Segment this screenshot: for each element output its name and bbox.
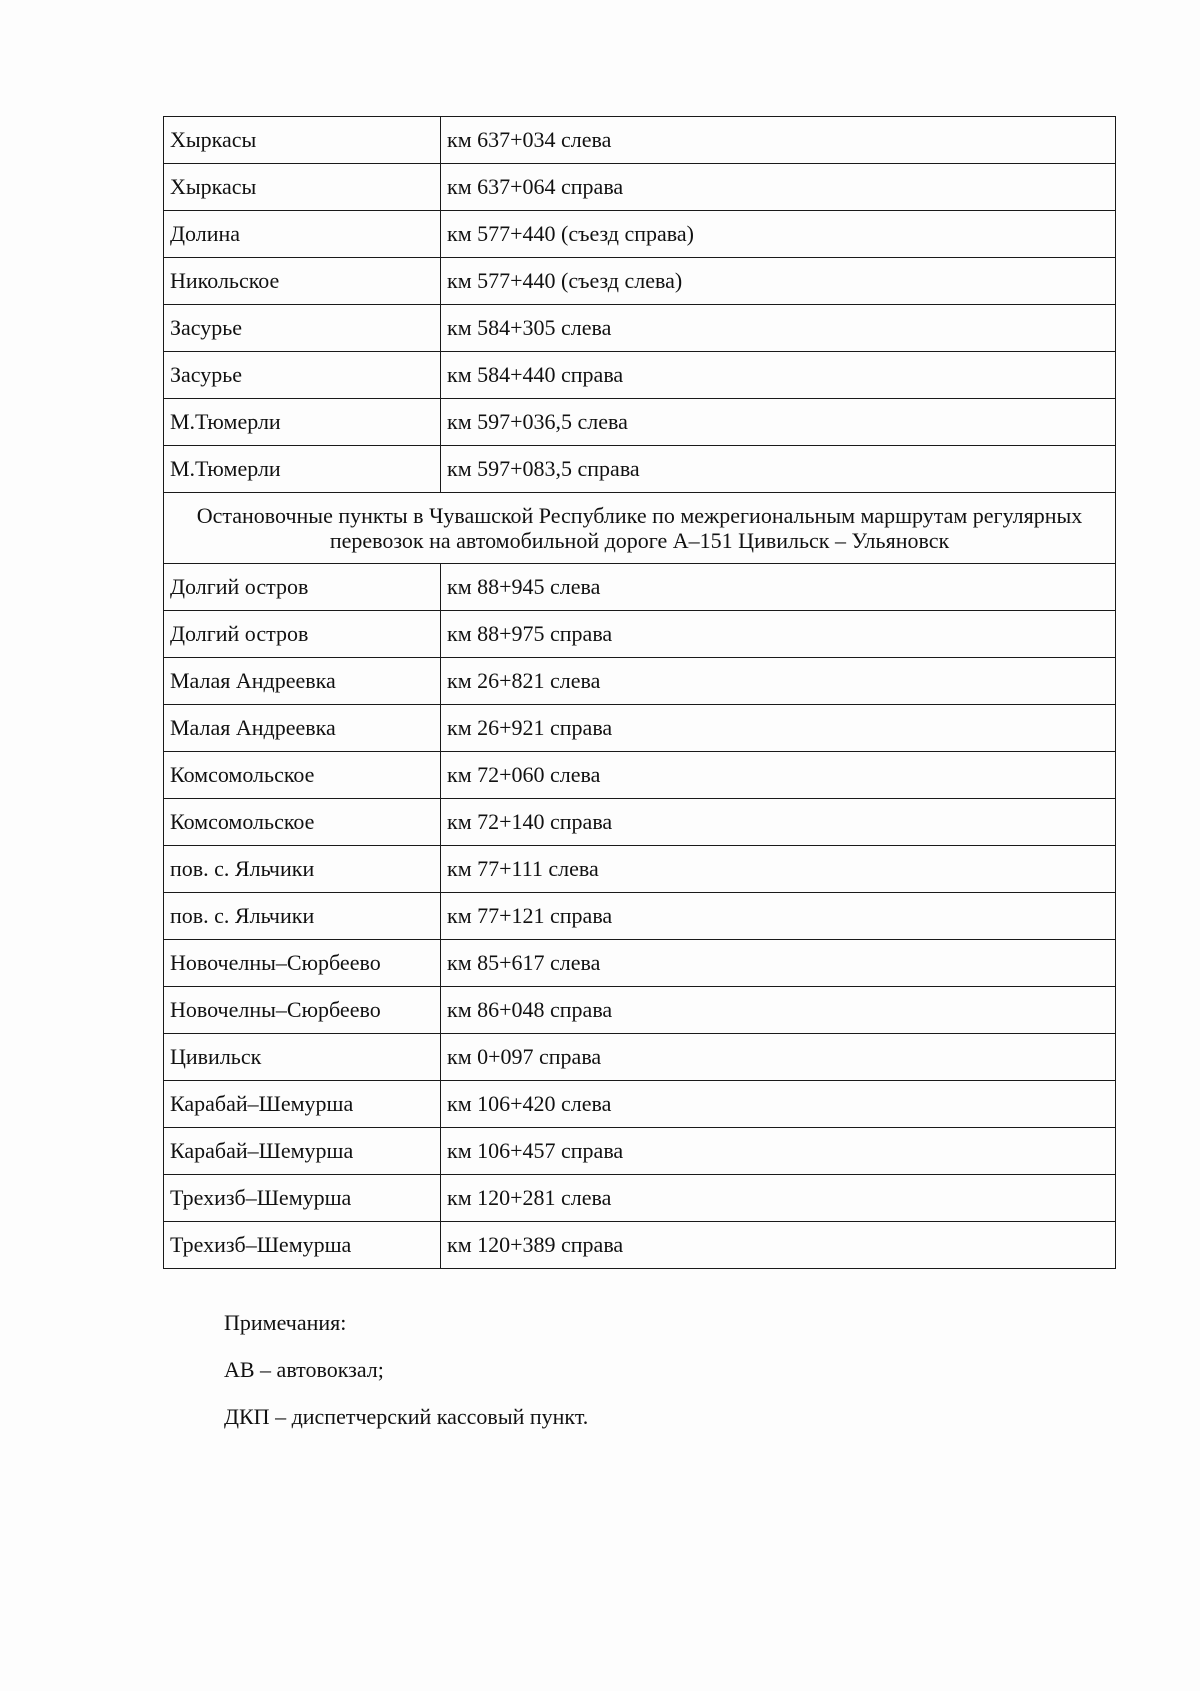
stop-name: Малая Андреевка bbox=[164, 658, 441, 705]
stops-table bbox=[163, 116, 1116, 1269]
table-row bbox=[164, 705, 1116, 752]
stop-location: км 106+457 справа bbox=[441, 1128, 1116, 1175]
stop-location: км 597+083,5 справа bbox=[441, 446, 1116, 493]
notes-heading: Примечания: bbox=[224, 1310, 347, 1335]
stop-location: км 88+975 справа bbox=[441, 611, 1116, 658]
section-heading: Остановочные пункты в Чувашской Республике по межрегиональным маршрутам регулярных перевозок на автомобильной дороге А–151 Цивильск – Ульяновск bbox=[164, 493, 1116, 564]
stop-location: км 120+389 справа bbox=[441, 1222, 1116, 1269]
stop-name: Хыркасы bbox=[164, 164, 441, 211]
table-row bbox=[164, 352, 1116, 399]
section-heading-row bbox=[164, 493, 1116, 564]
stop-location: км 26+821 слева bbox=[441, 658, 1116, 705]
table-row bbox=[164, 940, 1116, 987]
table-row bbox=[164, 611, 1116, 658]
stop-name: Засурье bbox=[164, 352, 441, 399]
stop-location: км 26+921 справа bbox=[441, 705, 1116, 752]
stop-location: км 584+305 слева bbox=[441, 305, 1116, 352]
stop-location: км 77+111 слева bbox=[441, 846, 1116, 893]
stop-name: Долина bbox=[164, 211, 441, 258]
table-row bbox=[164, 399, 1116, 446]
stop-location: км 106+420 слева bbox=[441, 1081, 1116, 1128]
table-row bbox=[164, 258, 1116, 305]
table-row bbox=[164, 893, 1116, 940]
stop-name: Трехизб–Шемурша bbox=[164, 1222, 441, 1269]
stop-name: Хыркасы bbox=[164, 117, 441, 164]
stop-name: М.Тюмерли bbox=[164, 446, 441, 493]
table-row bbox=[164, 752, 1116, 799]
stop-location: км 120+281 слева bbox=[441, 1175, 1116, 1222]
table-row bbox=[164, 164, 1116, 211]
stop-location: км 597+036,5 слева bbox=[441, 399, 1116, 446]
stop-name: Долгий остров bbox=[164, 611, 441, 658]
stop-name: Карабай–Шемурша bbox=[164, 1081, 441, 1128]
table-row bbox=[164, 658, 1116, 705]
stop-location: км 77+121 справа bbox=[441, 893, 1116, 940]
stop-name: М.Тюмерли bbox=[164, 399, 441, 446]
stop-name: пов. с. Яльчики bbox=[164, 893, 441, 940]
table-row bbox=[164, 1222, 1116, 1269]
stop-name: Комсомольское bbox=[164, 799, 441, 846]
note-item: ДКП – диспетчерский кассовый пункт. bbox=[224, 1404, 589, 1429]
stop-location: км 86+048 справа bbox=[441, 987, 1116, 1034]
table-row bbox=[164, 446, 1116, 493]
stop-location: км 85+617 слева bbox=[441, 940, 1116, 987]
stop-name: Малая Андреевка bbox=[164, 705, 441, 752]
stop-location: км 0+097 справа bbox=[441, 1034, 1116, 1081]
stop-name: Никольское bbox=[164, 258, 441, 305]
stop-name: Цивильск bbox=[164, 1034, 441, 1081]
stop-location: км 577+440 (съезд справа) bbox=[441, 211, 1116, 258]
stop-name: Новочелны–Сюрбеево bbox=[164, 987, 441, 1034]
table-row bbox=[164, 1175, 1116, 1222]
table-row bbox=[164, 799, 1116, 846]
stops-table-body bbox=[164, 117, 1116, 1269]
stop-location: км 637+064 справа bbox=[441, 164, 1116, 211]
table-row bbox=[164, 211, 1116, 258]
table-row bbox=[164, 987, 1116, 1034]
stop-name: Новочелны–Сюрбеево bbox=[164, 940, 441, 987]
table-row bbox=[164, 1034, 1116, 1081]
table-row bbox=[164, 305, 1116, 352]
stop-name: Карабай–Шемурша bbox=[164, 1128, 441, 1175]
table-row bbox=[164, 117, 1116, 164]
stop-location: км 72+060 слева bbox=[441, 752, 1116, 799]
stop-location: км 88+945 слева bbox=[441, 564, 1116, 611]
stop-name: Трехизб–Шемурша bbox=[164, 1175, 441, 1222]
note-item: АВ – автовокзал; bbox=[224, 1357, 384, 1382]
stop-location: км 637+034 слева bbox=[441, 117, 1116, 164]
stop-location: км 72+140 справа bbox=[441, 799, 1116, 846]
stop-name: Комсомольское bbox=[164, 752, 441, 799]
table-row bbox=[164, 1081, 1116, 1128]
stop-name: Долгий остров bbox=[164, 564, 441, 611]
stop-location: км 584+440 справа bbox=[441, 352, 1116, 399]
table-row bbox=[164, 564, 1116, 611]
table-row bbox=[164, 846, 1116, 893]
notes-block bbox=[224, 1310, 588, 1451]
stop-name: Засурье bbox=[164, 305, 441, 352]
stop-name: пов. с. Яльчики bbox=[164, 846, 441, 893]
table-row bbox=[164, 1128, 1116, 1175]
stop-location: км 577+440 (съезд слева) bbox=[441, 258, 1116, 305]
